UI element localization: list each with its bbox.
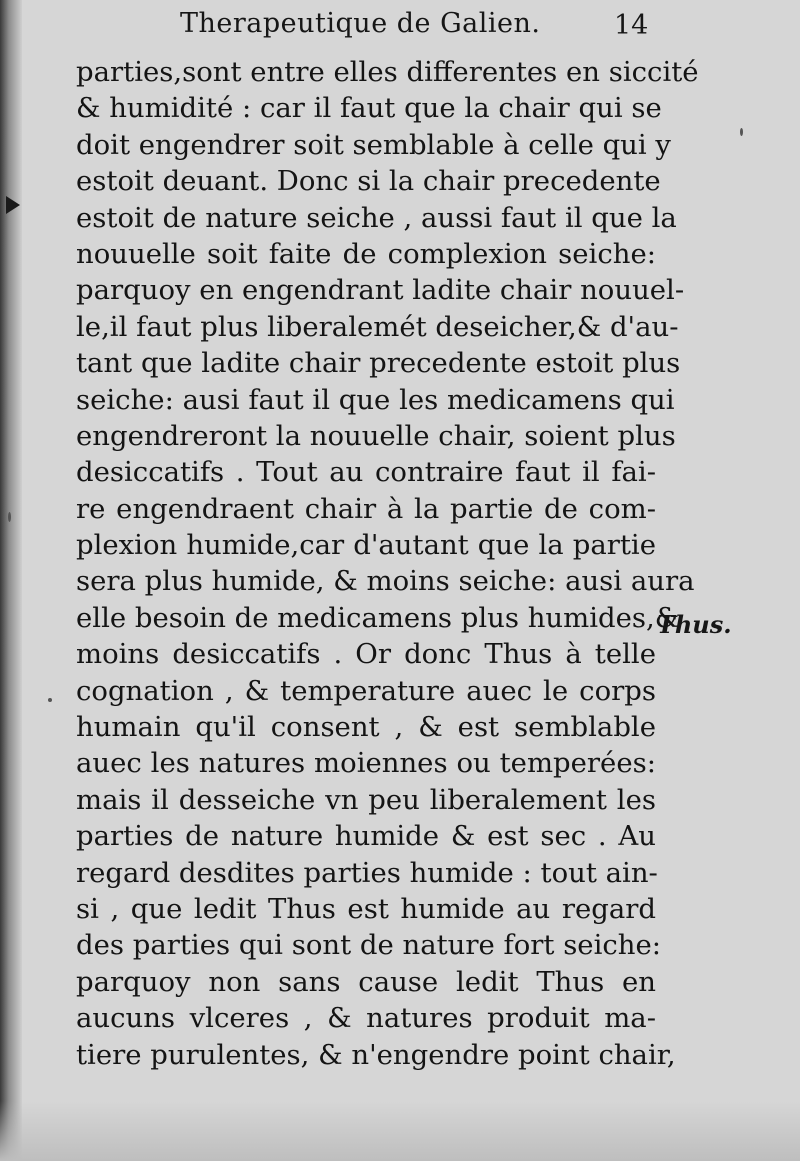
text-line: aucuns vlceres , & natures produit ma- (76, 1002, 656, 1035)
page-number: 14 (614, 10, 649, 41)
binding-gutter (0, 0, 22, 1161)
text-line: engendreront la nouuelle chair, soient plus (76, 419, 676, 452)
text-line: parquoy non sans cause ledit Thus en (76, 965, 656, 998)
text-line: estoit de nature seiche , aussi faut il que la (76, 201, 677, 234)
text-line: regard desdites parties humide : tout ain- (76, 856, 658, 889)
text-line: desiccatifs . Tout au contraire faut il fai- (76, 456, 656, 489)
text-line: si , que ledit Thus est humide au regard (76, 892, 656, 925)
ink-speck (8, 512, 11, 522)
text-line: humain qu'il consent , & est semblable (76, 711, 656, 744)
margin-pointer-mark (6, 196, 20, 214)
text-line: tiere purulentes, & n'engendre point chair, (76, 1038, 676, 1071)
page-bottom-shading (0, 1101, 800, 1161)
text-line: moins desiccatifs . Or donc Thus à telle (76, 638, 656, 671)
text-line: re engendraent chair à la partie de com- (76, 492, 656, 525)
text-line: elle besoin de medicamens plus humides,& (76, 601, 680, 634)
text-line: plexion humide,car d'autant que la partie (76, 529, 656, 562)
text-line: estoit deuant. Donc si la chair precedente (76, 165, 661, 198)
text-line: mais il desseiche vn peu liberalement les (76, 783, 656, 816)
text-line: parquoy en engendrant ladite chair nouuel- (76, 274, 685, 307)
text-line: cognation , & temperature auec le corps (76, 674, 656, 707)
text-line: tant que ladite chair precedente estoit plus (76, 347, 681, 380)
text-line: parties,sont entre elles differentes en siccité (76, 56, 699, 88)
ink-speck (48, 698, 52, 702)
text-line: parties de nature humide & est sec . Au (76, 820, 656, 853)
text-line: sera plus humide, & moins seiche: ausi aura (76, 565, 695, 598)
text-line: doit engendrer soit semblable à celle qui y (76, 128, 671, 161)
body-text (76, 54, 699, 1073)
text-line: le,il faut plus liberalemét deseicher,& d'au- (76, 310, 679, 343)
text-line: seiche: ausi faut il que les medicamens qui (76, 383, 675, 416)
ink-speck (740, 128, 743, 136)
text-line: auec les natures moiennes ou temperées: (76, 747, 656, 780)
text-line: des parties qui sont de nature fort seiche: (76, 929, 662, 962)
text-line: nouuelle soit faite de complexion seiche: (76, 237, 656, 270)
running-head: Therapeutique de Galien. (180, 8, 541, 39)
margin-note: Thus. (657, 610, 732, 639)
text-line: & humidité : car il faut que la chair qui se (76, 92, 662, 125)
